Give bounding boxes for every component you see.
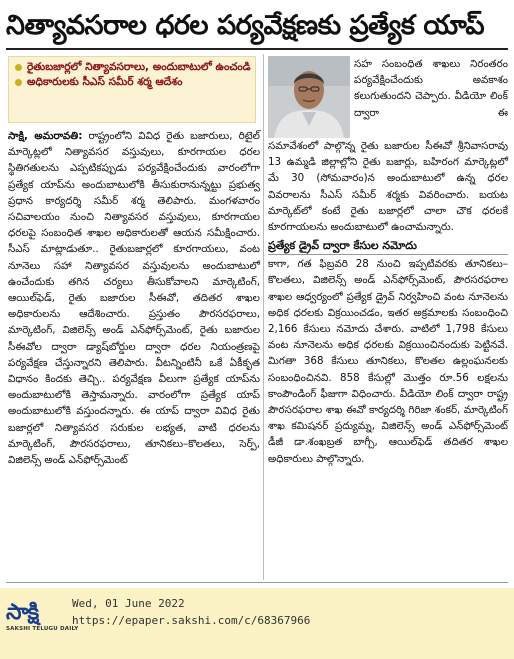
paragraph: కాగా, గత ఫిబ్రవరి 28 నుంచి ఇప్పటివరకు తూనికలు–కొలతలు, విజిలెన్స్ అండ్ ఎన్‌ఫోర్స్‌మెంట్, పౌరసరఫరాల శాఖల ఆధ్వర్యంలో ప్రత్యేక డ్రైవ్ నిర్వహించి వంట నూనెలను అధిక ధరలకు విక్రయించడం, ఇతర అక్రమాలకు సంబంధించి 2,166 కేసులు నమోదు చేశారు. వాటిలో 1,798 కేసులు వంట నూనెలను అధిక ధరలకు విక్రయించినందుకు పెట్టినవే. మిగతా 368 కేసులు తూనికలు, కొలతల ఉల్లంఘనలకు సంబంధించినవి. 858 కేసుల్లో మొత్తం రూ.56 లక్షలను కాంపౌండింగ్ ఫీజుగా విధించారు. వీడియో లింక్ ద్వారా రాష్ట్ర పౌరసరఫరాల శాఖ ఈవో కార్యదర్శి గిరిజా శంకర్, మార్కెటింగ్ శాఖ కమిషనర్ ప్రద్యుమ్న, విజిలెన్స్ అండ్ ఎన్‌ఫోర్స్‌మెంట్ డీజీ డా.శంఖబ్రత బాగ్చీ, ఆయిల్‌ఫెడ్ తదితర శాఖల అధికారులు పాల్గొన్నారు. (268, 258, 508, 465)
right-column-top-text: సహ సంబంధిత శాఖలు నిరంతరం పర్యవేక్షించేందుకు అవకాశం కలుగుతుందని చెప్పారు. వీడియో లింక్ ద్వారా ఈ (354, 58, 508, 119)
bullet-icon (15, 64, 22, 71)
logo-text: సాక్షి (6, 600, 39, 625)
highlight-point-text: రైతుబజార్లలో నిత్యావసరాలు, అందుబాటులో ఉంచండి (27, 61, 251, 73)
portrait-photo (268, 56, 350, 138)
paragraph (8, 128, 260, 468)
highlight-point (13, 60, 251, 75)
logo-subtitle: SAKSHI TELUGU DAILY (6, 626, 79, 632)
footer-date: Wed, 01 June 2022 (72, 597, 185, 610)
article-headline: నిత్యావసరాల ధరల పర్యవేక్షణకు ప్రత్యేక యాప్ (6, 10, 485, 41)
person-portrait-image (268, 56, 350, 138)
right-column (268, 138, 508, 467)
subheading: ప్రత్యేక డ్రైవ్ ద్వారా కేసుల నమోదు (268, 237, 508, 255)
dateline: సాక్షి, అమరావతి: (8, 130, 83, 142)
highlight-box (8, 56, 256, 123)
left-column (8, 128, 260, 468)
highlight-point-text: అధికారులకు సీఎస్ సమీర్ శర్మ ఆదేశం (27, 76, 183, 88)
column-divider (263, 54, 264, 580)
highlight-point (13, 75, 251, 90)
bottom-rule (6, 582, 508, 583)
bullet-icon (15, 79, 22, 86)
paragraph: సమావేశంలో పాల్గొన్న రైతు బజారుల సీఈవో శ్రీనివాసరావు 13 ఉమ్మడి జిల్లాల్లోని రైతు బజార్లు, బహిరంగ మార్కెట్లలో మే 30 (సోమవారం)న అందుబాటులో ఉన్న ధరల వివరాలను సీఎస్ సమీర్ శర్మకు వివరించారు. బయట మార్కెట్‌లో కంటే రైతు బజార్లలో చాలా చౌక ధరలకే కూరగాయలను అందుబాటులో ఉంచామన్నారు. (268, 140, 508, 234)
headline-rule (6, 48, 508, 50)
footer-url-link[interactable]: https://epaper.sakshi.com/c/68367966 (72, 614, 311, 627)
article-body: రాష్ట్రంలోని వివిధ రైతు బజారులు, రిటైల్ మార్కెట్లలో నిత్యావసర వస్తువులు, కూరగాయల ధరల స్థితిగతులను ఎప్పటికప్పుడు పర్యవేక్షించేందుకు వారంలోగా ప్రత్యేక యాప్‌ను అందుబాటులోకి తీసుకురానున్నట్టు ప్రభుత్వ ప్రధాన కార్యదర్శి సమీర్ శర్మ తెలిపారు. మంగళవారం సచివాలయం నుంచి నిత్యావసర వస్తువులు, కూరగాయల ధరలపై సంబంధిత శాఖల అధికారులతో ఆయన సమీక్షించారు. సీఎస్ మాట్లాడుతూ.. రైతుబజార్లలో కూరగాయలు, వంట నూనెలు సహా నిత్యావసర వస్తువులను అందుబాటులో ఉంచేందుకు తగిన చర్యలు తీసుకోవాలని మార్కెటింగ్, ఆయిల్‌ఫెడ్, రైతు బజారుల సీఈవో, తదితర శాఖల అధికారులను ఆదేశించారు. ప్రస్తుతం పౌరసరఫరాలు, మార్కెటింగ్, విజిలెన్స్ అండ్ ఎన్‌ఫోర్స్‌మెంట్, రైతు బజారుల సీఈవోల ద్వారా డ్యాష్‌బోర్డుల ద్వారా ధరల నియంత్రణపై పర్యవేక్షణ చేస్తున్నారని తెలిపారు. వీటన్నింటినీ ఒకే ఏకీకృత విధానం కిందకు తెచ్చి.. పర్యవేక్షణ వీలుగా ప్రత్యేక యాప్‌ను అందుబాటులోకి తెస్తామన్నారు. వారంలోగా ప్రత్యేక యాప్ అందుబాటులోకి వస్తుందన్నారు. ఈ యాప్ ద్వారా వివిధ రైతు బజార్లలో నిత్యావసర సరుకుల లభ్యత, వాటి ధరలను మార్కెటింగ్, పౌరసరఫరాలు, తూనికలు–కొలతలు, సెర్ప్, విజిలెన్స్ అండ్ ఎన్‌ఫోర్స్‌మెంట్ (8, 130, 260, 467)
